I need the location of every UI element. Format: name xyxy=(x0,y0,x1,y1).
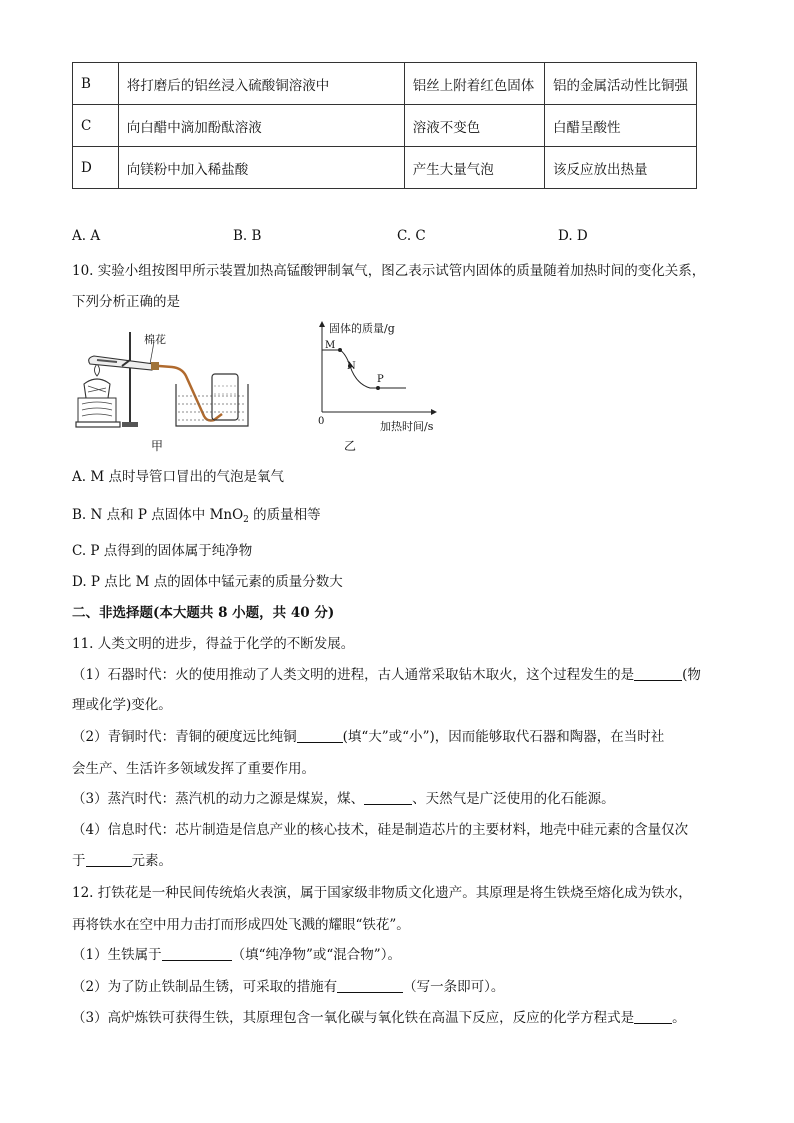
table-cell: 该反应放出热量 xyxy=(545,147,697,189)
graph-origin: 0 xyxy=(318,416,325,427)
q10-option-c[interactable]: C. P 点得到的固体属于纯净物 xyxy=(72,543,253,559)
table-cell: 溶液不变色 xyxy=(404,105,544,147)
q10-option-d[interactable]: D. P 点比 M 点的固体中锰元素的质量分数大 xyxy=(72,574,343,590)
point-p xyxy=(376,386,380,390)
answer-choice[interactable]: D. D xyxy=(558,228,588,244)
text: 元素。 xyxy=(131,853,172,869)
apparatus-figure xyxy=(72,326,272,430)
section-heading: 二、非选择题(本大题共 8 小题，共 40 分) xyxy=(72,605,335,621)
q11-stem: 11. 人类文明的进步，得益于化学的不断发展。 xyxy=(72,636,355,652)
graph-point-label: M xyxy=(325,340,336,351)
table-cell: C xyxy=(73,105,119,147)
graph-point-label: N xyxy=(347,361,356,372)
q12-part3 xyxy=(72,1006,686,1026)
q12-part1 xyxy=(72,943,401,963)
table-cell: 向白醋中滴加酚酞溶液 xyxy=(118,105,404,147)
experiment-table xyxy=(72,62,697,189)
answer-blank[interactable] xyxy=(86,852,132,867)
table-cell: D xyxy=(73,147,119,189)
q11-part4: （4）信息时代：芯片制造是信息产业的核心技术，硅是制造芯片的主要材料，地壳中硅元素的含量仅次 xyxy=(72,822,689,838)
q10-stem: 10. 实验小组按图甲所示装置加热高锰酸钾制氧气，图乙表示试管内固体的质量随着加热时间的变化关系， xyxy=(72,263,706,279)
text: （2）青铜时代：青铜的硬度远比纯铜 xyxy=(72,729,297,745)
answer-blank[interactable] xyxy=(634,1009,672,1024)
answer-choice[interactable]: B. B xyxy=(233,228,262,244)
table-cell: 向镁粉中加入稀盐酸 xyxy=(118,147,404,189)
text: （写一条即可）。 xyxy=(403,979,505,995)
answer-blank[interactable] xyxy=(297,728,343,743)
text: 于 xyxy=(72,853,86,869)
q11-part1 xyxy=(72,663,701,683)
table-row xyxy=(73,147,697,189)
text: (物 xyxy=(682,667,701,683)
table-row xyxy=(73,63,697,105)
point-m xyxy=(338,348,342,352)
q11-part2: 会生产、生活许多领域发挥了重要作用。 xyxy=(72,761,315,777)
graph-point-label: P xyxy=(377,374,384,385)
q10-stem: 下列分析正确的是 xyxy=(72,294,180,310)
answer-choice[interactable]: C. C xyxy=(397,228,426,244)
text: （3）蒸汽时代：蒸汽机的动力之源是煤炭，煤、 xyxy=(72,791,365,807)
text: 、天然气是广泛使用的化石能源。 xyxy=(412,791,615,807)
table-cell: 产生大量气泡 xyxy=(404,147,544,189)
table-cell: 白醋呈酸性 xyxy=(545,105,697,147)
text: （3）高炉炼铁可获得生铁，其原理包含一氧化碳与氧化铁在高温下反应，反应的化学方程式是 xyxy=(72,1010,635,1026)
q11-part3 xyxy=(72,787,615,807)
answer-blank[interactable] xyxy=(364,790,412,805)
figure-jia-label: 甲 xyxy=(151,439,164,453)
cotton-label: 棉花 xyxy=(144,333,166,346)
table-cell: 铝丝上附着红色固体 xyxy=(404,63,544,105)
text: （2）为了防止铁制品生锈，可采取的措施有 xyxy=(72,979,338,995)
graph-xlabel: 加热时间/s xyxy=(380,420,434,433)
text: 。 xyxy=(672,1010,686,1026)
option-text: B. N 点和 P 点固体中 MnO xyxy=(72,507,244,523)
text: （填“纯净物”或“混合物”）。 xyxy=(231,947,401,963)
graph-ylabel: 固体的质量/g xyxy=(329,322,395,335)
answer-blank[interactable] xyxy=(634,666,682,681)
text: (填“大”或“小”)，因而能够取代石器和陶器，在当时社 xyxy=(342,729,665,745)
option-text: 的质量相等 xyxy=(248,507,321,523)
q11-part4 xyxy=(72,849,172,869)
answer-blank[interactable] xyxy=(162,946,232,961)
q12-part2 xyxy=(72,975,504,995)
q11-part2 xyxy=(72,725,664,745)
q11-part1: 理或化学)变化。 xyxy=(72,697,172,713)
q10-option-b[interactable] xyxy=(72,503,321,525)
answer-choice[interactable]: A. A xyxy=(72,228,101,244)
q10-option-a[interactable]: A. M 点时导管口冒出的气泡是氧气 xyxy=(72,469,284,485)
table-cell: 将打磨后的铝丝浸入硫酸铜溶液中 xyxy=(118,63,404,105)
table-row xyxy=(73,105,697,147)
text: （1）石器时代：火的使用推动了人类文明的进程，古人通常采取钻木取火，这个过程发生的是 xyxy=(72,667,635,683)
text: （1）生铁属于 xyxy=(72,947,162,963)
table-cell: B xyxy=(73,63,119,105)
table-cell: 铝的金属活动性比铜强 xyxy=(545,63,697,105)
q12-stem: 再将铁水在空中用力击打而形成四处飞溅的耀眼“铁花”。 xyxy=(72,917,410,933)
figure-yi-label: 乙 xyxy=(344,439,357,453)
subscript: 2 xyxy=(243,515,249,525)
q12-stem: 12. 打铁花是一种民间传统焰火表演，属于国家级非物质文化遗产。其原理是将生铁烧至熔化成为铁水， xyxy=(72,885,692,901)
answer-blank[interactable] xyxy=(337,978,403,993)
